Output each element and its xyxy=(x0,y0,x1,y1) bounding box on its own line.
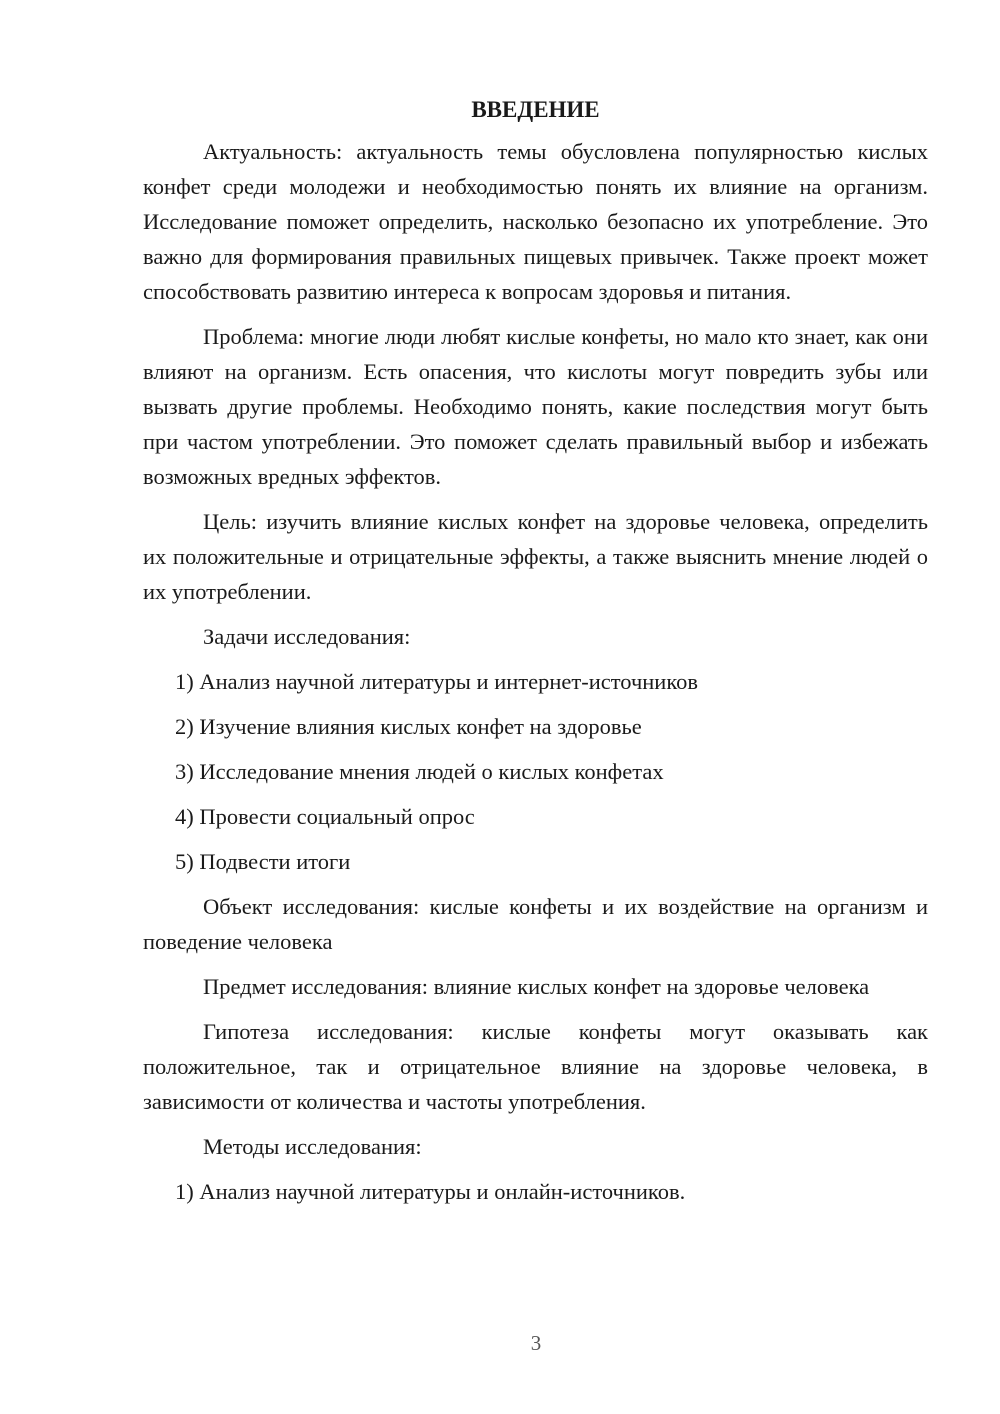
goal-paragraph: Цель: изучить влияние кислых конфет на здоровье человека, определить их положительные и отрицательные эффекты, а также выяснить мнение людей о их употреблении. xyxy=(143,509,928,604)
list-item: 2) Изучение влияния кислых конфет на здоровье xyxy=(175,714,642,739)
hypothesis-paragraph: Гипотеза исследования: кислые конфеты могут оказывать как положительное, так и отрицательное влияние на здоровье человека, в зависимости от количества и частоты употребления. xyxy=(143,1019,928,1114)
document-page xyxy=(143,92,928,1219)
list-item: 1) Анализ научной литературы и интернет-источников xyxy=(175,669,699,694)
page-title: ВВЕДЕНИЕ xyxy=(471,97,600,122)
tasks-label: Задачи исследования: xyxy=(203,624,411,649)
page-number: 3 xyxy=(530,1331,542,1355)
methods-list xyxy=(143,1174,928,1209)
list-item: 4) Провести социальный опрос xyxy=(175,804,475,829)
tasks-list xyxy=(143,664,928,879)
methods-label: Методы исследования: xyxy=(203,1134,422,1159)
list-item: 1) Анализ научной литературы и онлайн-источников. xyxy=(175,1179,686,1204)
object-paragraph: Объект исследования: кислые конфеты и их воздействие на организм и поведение человека xyxy=(143,894,928,954)
subject-paragraph: Предмет исследования: влияние кислых конфет на здоровье человека xyxy=(203,974,870,999)
list-item: 5) Подвести итоги xyxy=(175,849,351,874)
list-item: 3) Исследование мнения людей о кислых конфетах xyxy=(175,759,664,784)
relevance-paragraph: Актуальность: актуальность темы обусловлена популярностью кислых конфет среди молодежи и необходимостью понять их влияние на организм. Исследование поможет определить, насколько безопасно их употребление. Это важно для формирования правильных пищевых привычек. Также проект может способствовать развитию интереса к вопросам здоровья и питания. xyxy=(143,139,928,304)
problem-paragraph: Проблема: многие люди любят кислые конфеты, но мало кто знает, как они влияют на организм. Есть опасения, что кислоты могут повредить зубы или вызвать другие проблемы. Необходимо понять, какие последствия могут быть при частом употреблении. Это поможет сделать правильный выбор и избежать возможных вредных эффектов. xyxy=(143,324,928,489)
